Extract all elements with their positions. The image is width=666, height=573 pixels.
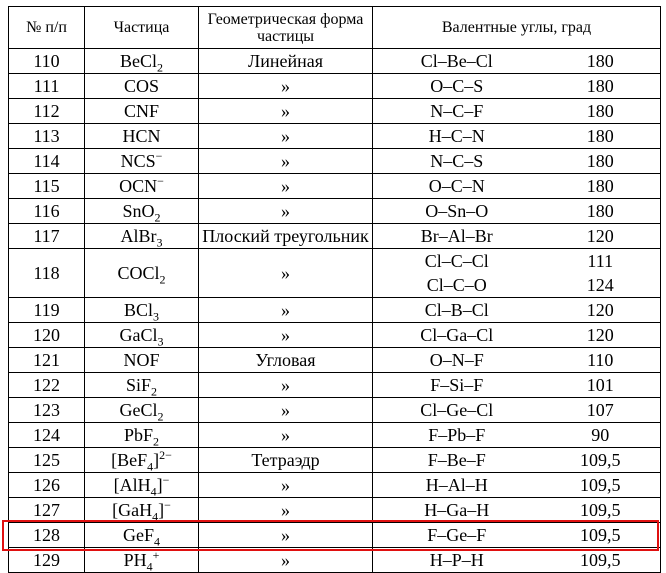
table-row <box>9 498 661 523</box>
angle-value: 107 <box>586 400 614 420</box>
particle-formula <box>85 124 199 149</box>
formula-base: GeCl <box>119 400 158 420</box>
valence-angle <box>541 448 661 473</box>
bond-link: H–P–H <box>429 550 484 570</box>
header-number: № п/п <box>9 7 85 49</box>
angle-value: 180 <box>586 201 614 221</box>
table-row <box>9 124 661 149</box>
geometric-shape: » <box>199 124 373 149</box>
formula-base: GeF <box>123 525 154 545</box>
angle-value: 120 <box>586 226 614 246</box>
bond-links <box>373 199 541 224</box>
formula-charge: + <box>152 548 160 562</box>
particle-formula <box>85 174 199 199</box>
formula-base: HCN <box>122 126 161 146</box>
bond-link: H–Ga–H <box>424 500 490 520</box>
formula-base: GaCl <box>119 325 158 345</box>
bond-links <box>373 174 541 199</box>
formula-base: COS <box>123 76 159 96</box>
geometric-shape: » <box>199 174 373 199</box>
formula-subscript: 4 <box>154 534 160 548</box>
formula-subscript: 2 <box>153 434 160 448</box>
valence-angle <box>541 249 661 298</box>
formula-base: NOF <box>123 350 160 370</box>
formula-base: PH <box>123 550 147 570</box>
formula-subscript: 4 <box>146 559 153 573</box>
formula-base: PbF <box>123 425 154 445</box>
geometric-shape: » <box>199 199 373 224</box>
bond-link: N–C–S <box>430 151 484 171</box>
formula-base: AlBr <box>120 226 157 246</box>
bond-links <box>373 149 541 174</box>
valence-angle <box>541 199 661 224</box>
formula-subscript: 2 <box>159 272 166 287</box>
formula-base: BCl <box>123 300 153 320</box>
header-angles: Валентные углы, град <box>373 7 661 49</box>
table-row <box>9 49 661 74</box>
table-row <box>9 74 661 99</box>
particle-formula <box>85 373 199 398</box>
angle-value: 180 <box>586 151 614 171</box>
valence-angle <box>541 74 661 99</box>
table-row <box>9 249 661 298</box>
particle-formula <box>85 423 199 448</box>
geometric-shape: » <box>199 373 373 398</box>
table-row <box>9 99 661 124</box>
bond-link: N–C–F <box>430 101 484 121</box>
angle-value: 110 <box>587 350 614 370</box>
bond-links <box>373 74 541 99</box>
particle-formula <box>85 473 199 498</box>
table-row <box>9 348 661 373</box>
row-number: 123 <box>9 398 85 423</box>
table-row <box>9 199 661 224</box>
table-row <box>9 448 661 473</box>
row-number: 126 <box>9 473 85 498</box>
geometric-shape: » <box>199 498 373 523</box>
valence-angle <box>541 323 661 348</box>
particle-formula <box>85 99 199 124</box>
formula-charge: − <box>164 498 171 512</box>
angle-value: 109,5 <box>580 450 621 470</box>
bond-links <box>373 498 541 523</box>
geometric-shape: » <box>199 423 373 448</box>
particle-formula <box>85 74 199 99</box>
row-number: 120 <box>9 323 85 348</box>
table-row <box>9 298 661 323</box>
bond-links <box>373 348 541 373</box>
particle-formula <box>85 149 199 174</box>
bond-links <box>373 523 541 548</box>
particle-formula <box>85 49 199 74</box>
formula-base: [BeF <box>111 450 148 470</box>
angle-value: 180 <box>586 51 614 71</box>
particle-formula <box>85 448 199 473</box>
bond-link: F–Ge–F <box>427 525 487 545</box>
table-row <box>9 323 661 348</box>
bond-links <box>373 224 541 249</box>
table-row <box>9 398 661 423</box>
row-number: 113 <box>9 124 85 149</box>
geometric-shape: » <box>199 323 373 348</box>
formula-subscript: 3 <box>153 309 159 323</box>
formula-subscript: 2 <box>157 60 163 74</box>
formula-charge: − <box>162 473 170 487</box>
bond-link: F–Be–F <box>427 450 486 470</box>
bond-link: H–C–N <box>428 126 485 146</box>
valence-angle <box>541 174 661 199</box>
row-number: 110 <box>9 49 85 74</box>
bond-link: H–Al–H <box>425 475 488 495</box>
valence-angle <box>541 473 661 498</box>
bond-links <box>373 99 541 124</box>
angle-value: 109,5 <box>580 525 621 545</box>
angle-value: 101 <box>586 375 614 395</box>
bond-links <box>373 473 541 498</box>
formula-subscript: 4 <box>152 509 159 523</box>
formula-subscript: 2 <box>151 384 158 398</box>
header-particle: Частица <box>85 7 199 49</box>
valence-angle <box>541 523 661 548</box>
formula-base: CNF <box>123 101 159 121</box>
angle-value: 120 <box>586 325 614 345</box>
formula-bracket: ] <box>156 475 163 495</box>
angle-value: 111 <box>587 251 614 271</box>
geometric-shape: Тетраэдр <box>199 448 373 473</box>
particle-formula <box>85 298 199 323</box>
bond-link: O–C–S <box>430 76 484 96</box>
formula-bracket: ] <box>158 500 165 520</box>
geometric-shape: » <box>199 99 373 124</box>
valence-angle <box>541 423 661 448</box>
bond-link: Cl–Ge–Cl <box>420 400 494 420</box>
table-row <box>9 523 661 548</box>
geometric-shape: » <box>199 398 373 423</box>
geometric-shape: » <box>199 74 373 99</box>
formula-base: OCN <box>119 176 158 196</box>
valence-angle <box>541 99 661 124</box>
formula-subscript: 4 <box>147 459 154 473</box>
angle-value: 124 <box>586 275 614 295</box>
bond-links <box>373 373 541 398</box>
valence-angle <box>541 348 661 373</box>
formula-bracket: ] <box>153 450 160 470</box>
table-body <box>9 49 661 573</box>
row-number: 127 <box>9 498 85 523</box>
geometric-shape: » <box>199 149 373 174</box>
row-number: 111 <box>9 74 85 99</box>
formula-base: COCl <box>117 263 160 283</box>
valence-angles-table <box>8 6 661 573</box>
row-number: 119 <box>9 298 85 323</box>
valence-angle <box>541 398 661 423</box>
particle-formula <box>85 224 199 249</box>
row-number: 121 <box>9 348 85 373</box>
geometric-shape: Линейная <box>199 49 373 74</box>
particle-formula <box>85 348 199 373</box>
formula-charge: 2− <box>159 448 172 462</box>
bond-link: Br–Al–Br <box>420 226 493 246</box>
row-number: 124 <box>9 423 85 448</box>
bond-link: Cl–Ga–Cl <box>420 325 494 345</box>
angle-value: 180 <box>586 176 614 196</box>
row-number: 118 <box>9 249 85 298</box>
valence-angle <box>541 498 661 523</box>
bond-links <box>373 448 541 473</box>
bond-link: Cl–B–Cl <box>424 300 489 320</box>
valence-angle <box>541 373 661 398</box>
table-row <box>9 373 661 398</box>
particle-formula <box>85 498 199 523</box>
valence-angle <box>541 149 661 174</box>
angle-value: 109,5 <box>580 475 621 495</box>
formula-base: SnO <box>122 201 155 221</box>
formula-charge: − <box>155 149 163 163</box>
bond-links <box>373 49 541 74</box>
formula-base: NCS <box>120 151 156 171</box>
formula-base: BeCl <box>119 51 157 71</box>
row-number: 114 <box>9 149 85 174</box>
particle-formula <box>85 249 199 298</box>
formula-subscript: 2 <box>157 409 164 423</box>
bond-links <box>373 423 541 448</box>
valence-angle <box>541 124 661 149</box>
bond-link: F–Si–F <box>430 375 484 395</box>
row-number: 115 <box>9 174 85 199</box>
formula-subscript: 3 <box>156 235 163 249</box>
angle-value: 120 <box>586 300 614 320</box>
table-row <box>9 149 661 174</box>
geometric-shape: » <box>199 298 373 323</box>
row-number: 125 <box>9 448 85 473</box>
row-number: 122 <box>9 373 85 398</box>
particle-formula <box>85 398 199 423</box>
bond-link: O–C–N <box>428 176 485 196</box>
table-row <box>9 224 661 249</box>
bond-links <box>373 298 541 323</box>
bond-links <box>373 398 541 423</box>
bond-links <box>373 249 541 298</box>
geometric-shape: Плоский треугольник <box>199 224 373 249</box>
row-number: 129 <box>9 548 85 573</box>
bond-links <box>373 323 541 348</box>
bond-link: O–Sn–O <box>425 201 489 221</box>
row-number: 128 <box>9 523 85 548</box>
bond-links <box>373 124 541 149</box>
geometric-shape: » <box>199 473 373 498</box>
angle-value: 180 <box>586 101 614 121</box>
particle-formula <box>85 523 199 548</box>
angle-value: 109,5 <box>580 550 621 570</box>
particle-formula <box>85 199 199 224</box>
row-number: 116 <box>9 199 85 224</box>
angle-value: 180 <box>586 126 614 146</box>
table-row <box>9 423 661 448</box>
header-shape: Геометрическая форма частицы <box>199 7 373 49</box>
geometric-shape: Угловая <box>199 348 373 373</box>
bond-link: F–Pb–F <box>428 425 486 445</box>
geometric-shape: » <box>199 249 373 298</box>
formula-base: [AlH <box>113 475 151 495</box>
valence-angle <box>541 298 661 323</box>
bond-link: Cl–Be–Cl <box>420 51 493 71</box>
formula-subscript: 3 <box>157 334 164 348</box>
particle-formula <box>85 548 199 573</box>
particle-formula <box>85 323 199 348</box>
bond-link: Cl–C–Cl <box>424 251 489 271</box>
table-row <box>9 174 661 199</box>
formula-subscript: 4 <box>150 484 157 498</box>
valence-angle <box>541 548 661 573</box>
header-row <box>9 7 661 49</box>
bond-link: O–N–F <box>429 350 484 370</box>
angle-value: 180 <box>586 76 614 96</box>
formula-base: [GaH <box>112 500 153 520</box>
formula-subscript: 2 <box>154 210 161 224</box>
table-row <box>9 548 661 573</box>
bond-links <box>373 548 541 573</box>
row-number: 117 <box>9 224 85 249</box>
geometric-shape: » <box>199 523 373 548</box>
angle-value: 109,5 <box>580 500 621 520</box>
angle-value: 90 <box>591 425 610 445</box>
valence-angle <box>541 224 661 249</box>
valence-angle <box>541 49 661 74</box>
table-row <box>9 473 661 498</box>
bond-link: Cl–C–O <box>426 275 487 295</box>
formula-base: SiF <box>125 375 152 395</box>
geometric-shape: » <box>199 548 373 573</box>
row-number: 112 <box>9 99 85 124</box>
formula-charge: − <box>157 174 164 188</box>
